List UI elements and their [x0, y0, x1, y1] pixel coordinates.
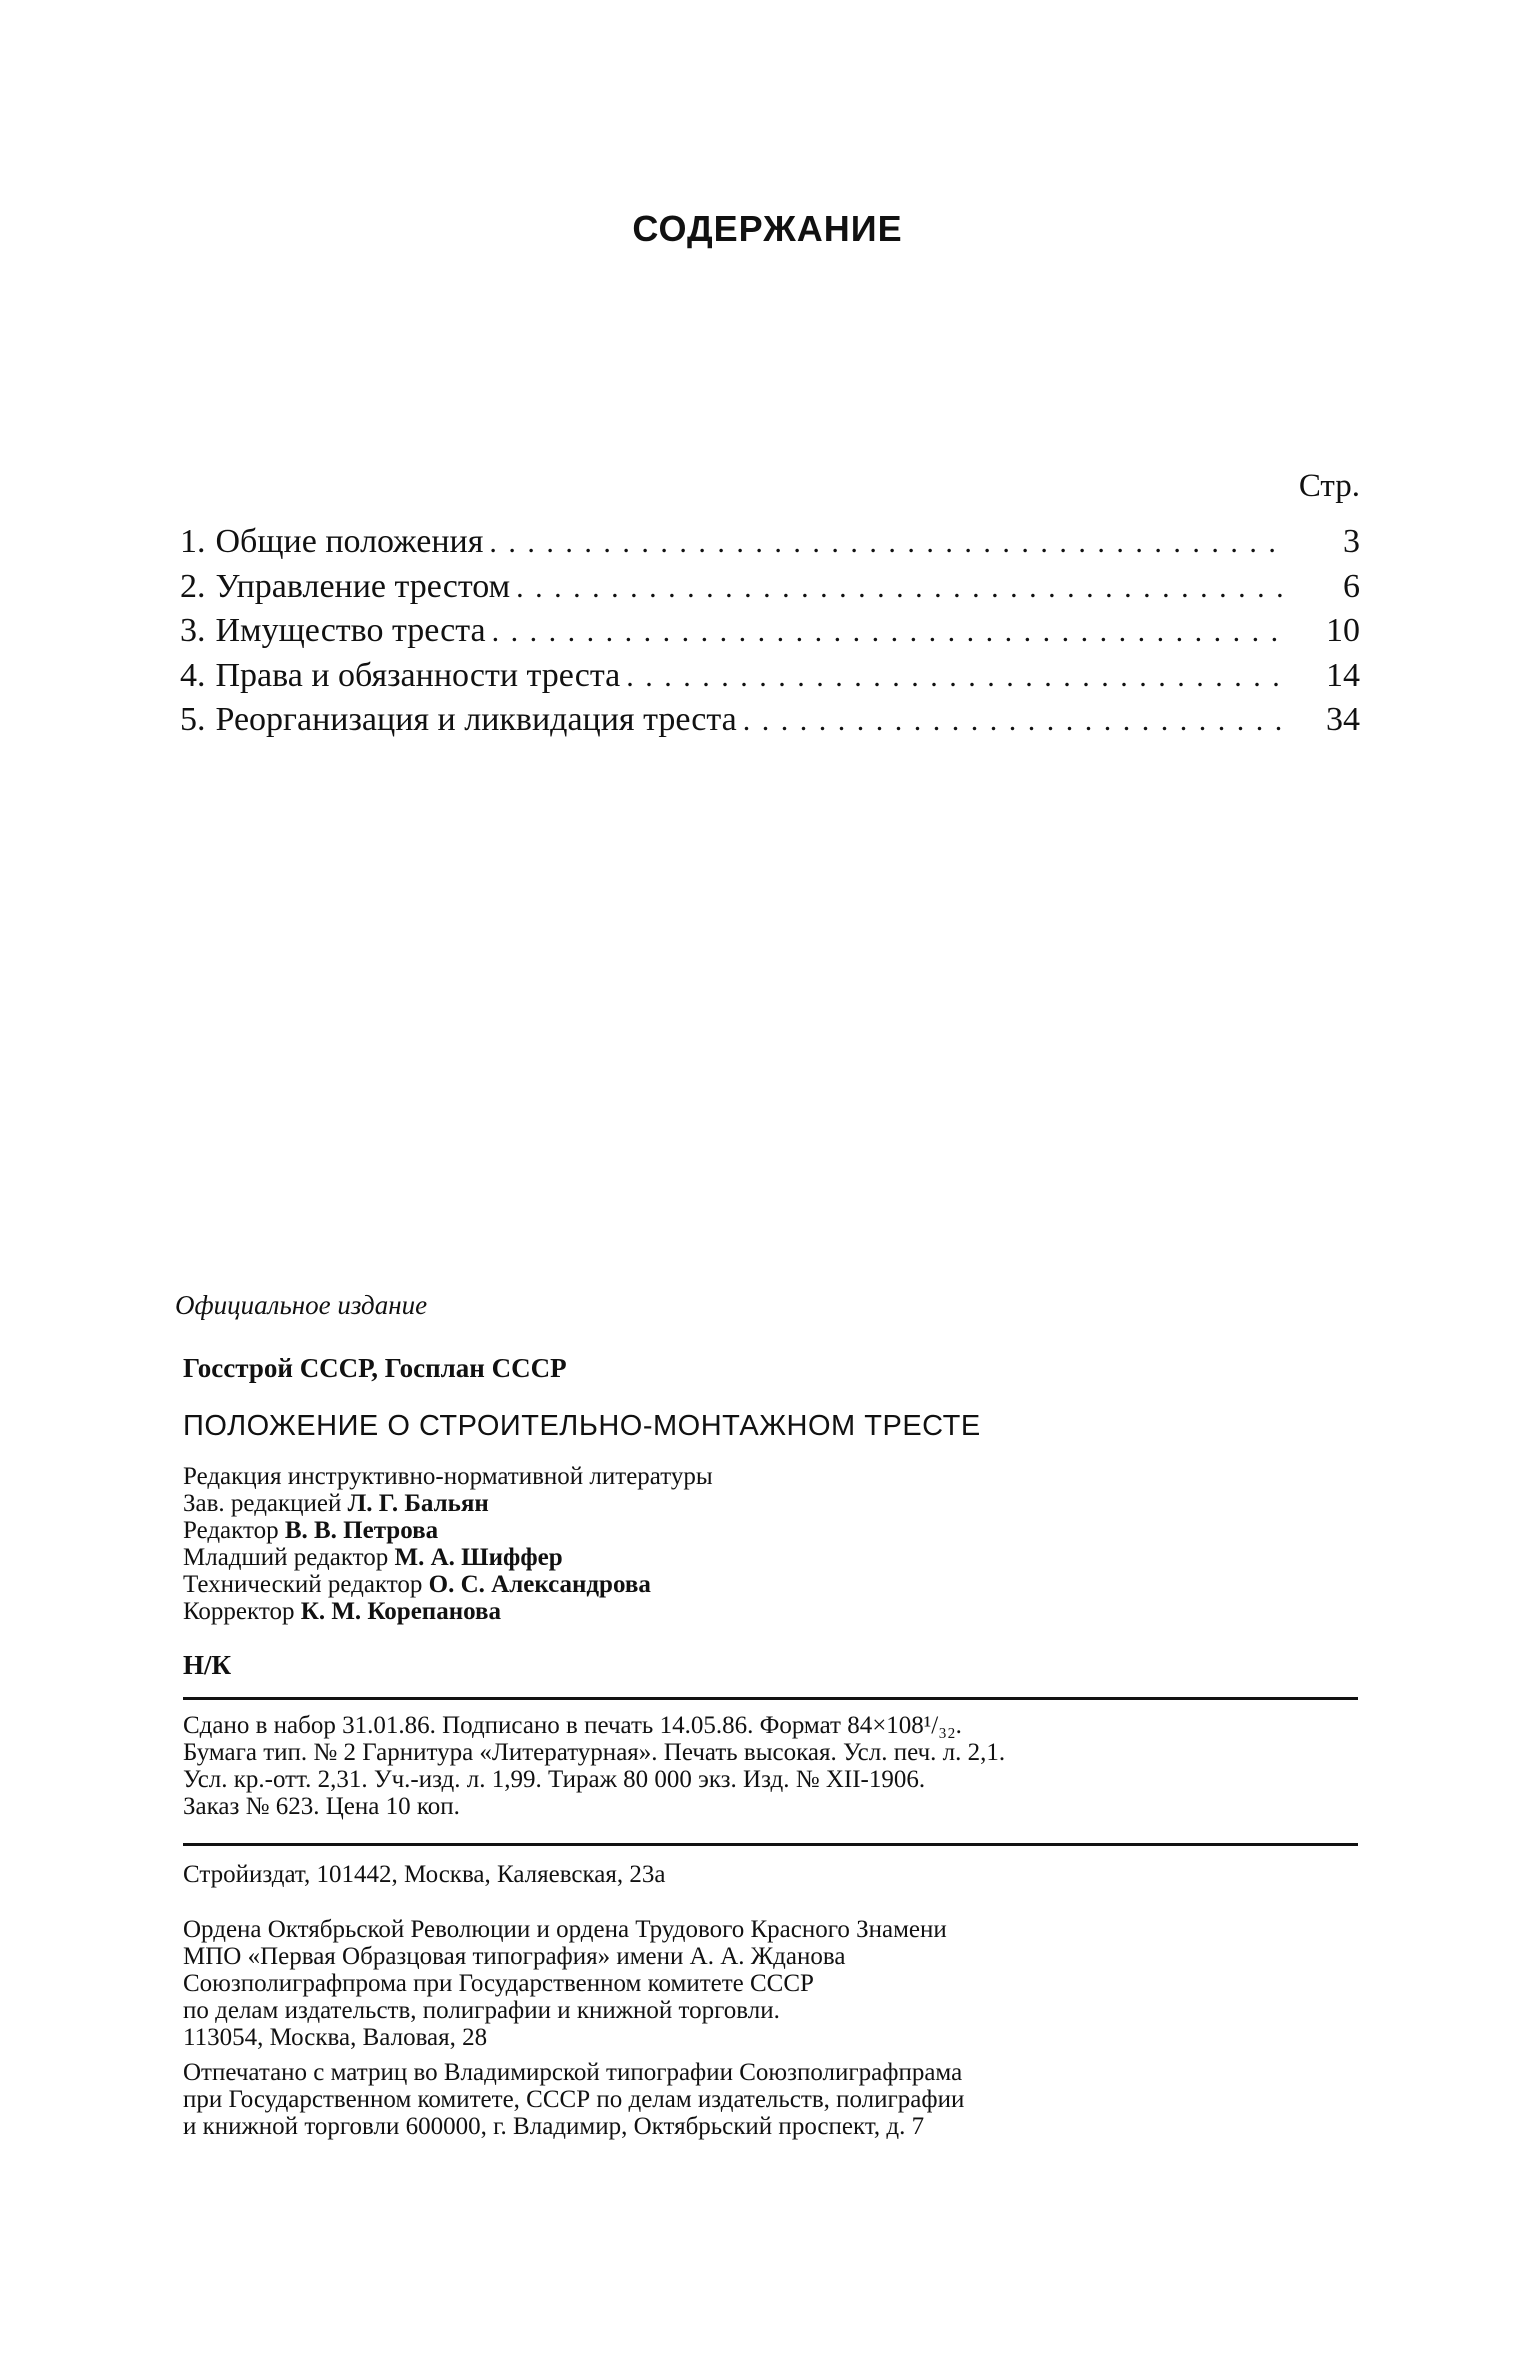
credit-role: Технический редактор	[183, 1571, 423, 1598]
credit-role: Корректор	[183, 1598, 295, 1625]
credit-name: О. С. Александрова	[428, 1571, 651, 1598]
print-spec-line: Бумага тип. № 2 Гарнитура «Литературная». Печать высокая. Усл. печ. л. 2,1.	[183, 1739, 1006, 1766]
toc-item-page: 6	[1343, 567, 1360, 605]
toc-item-number: 4.	[180, 656, 206, 694]
credit-name: К. М. Корепанова	[300, 1598, 501, 1625]
toc-item-number: 2.	[180, 567, 206, 605]
toc-item[interactable]	[180, 565, 1360, 610]
printer-info	[183, 1916, 1358, 2051]
toc-dot-leader	[492, 610, 1286, 654]
toc-item-page: 14	[1326, 656, 1360, 694]
toc-item[interactable]	[180, 698, 1360, 743]
toc-item-number: 5.	[180, 701, 206, 738]
toc-item-number: 1.	[180, 523, 206, 560]
print-spec-line: Усл. кр.-отт. 2,31. Уч.-изд. л. 1,99. Тираж 80 000 экз. Изд. № XII-1906.	[183, 1766, 926, 1793]
toc-dot-leader	[626, 655, 1286, 699]
toc-item-page: 34	[1326, 701, 1360, 738]
editorial-credits	[183, 1463, 1358, 1625]
credit-line	[183, 1598, 1358, 1625]
toc-item[interactable]	[180, 520, 1360, 565]
printer-line: МПО «Первая Образцовая типография» имени А. А. Жданова	[183, 1943, 846, 1970]
toc-item[interactable]	[180, 609, 1360, 654]
page-column-label: Стр.	[1298, 468, 1360, 504]
toc-item-title: Права и обязанности треста	[215, 656, 621, 694]
printer-line: 113054, Москва, Валовая, 28	[183, 2024, 488, 2051]
toc-item-page: 3	[1343, 523, 1360, 560]
reprint-line: при Государственном комитете, СССР по делам издательств, полиграфии	[183, 2086, 965, 2113]
credit-line	[183, 1517, 1358, 1544]
credit-name: В. В. Петрова	[284, 1517, 439, 1544]
editorial-office: Редакция инструктивно-нормативной литературы	[183, 1463, 713, 1490]
publishers: Госстрой СССР, Госплан СССР	[183, 1353, 567, 1383]
divider-rule	[183, 1697, 1358, 1700]
toc-item[interactable]	[180, 654, 1360, 699]
print-spec-line: Сдано в набор 31.01.86. Подписано в печать 14.05.86. Формат 84×108¹/₃₂.	[183, 1712, 962, 1739]
divider-rule	[183, 1843, 1358, 1846]
printer-line: Союзполиграфпрома при Государственном комитете СССР	[183, 1970, 814, 1997]
toc-dot-leader	[743, 699, 1286, 743]
printer-line: Ордена Октябрьской Революции и ордена Трудового Красного Знамени	[183, 1916, 947, 1943]
credit-name: Л. Г. Бальян	[347, 1490, 489, 1517]
print-specifications	[183, 1712, 1358, 1820]
reprint-line: и книжной торговли 600000, г. Владимир, Октябрьский проспект, д. 7	[183, 2113, 925, 2140]
publisher-address: Стройиздат, 101442, Москва, Каляевская, 23а	[183, 1861, 666, 1888]
toc-list	[180, 520, 1360, 743]
credit-role: Редактор	[183, 1517, 279, 1544]
nk-mark: Н/К	[183, 1650, 232, 1680]
toc-item-page: 10	[1326, 612, 1360, 649]
reprint-line: Отпечатано с матриц во Владимирской типографии Союзполиграфпрама	[183, 2059, 963, 2086]
credit-line	[183, 1571, 1358, 1598]
credit-line	[183, 1544, 1358, 1571]
toc-item-title: Реорганизация и ликвидация треста	[215, 701, 737, 738]
toc-item-title: Имущество треста	[215, 612, 486, 649]
toc-item-title: Управление трестом	[215, 567, 511, 605]
printer-line: по делам издательств, полиграфии и книжной торговли.	[183, 1997, 780, 2024]
credit-name: М. А. Шиффер	[394, 1544, 563, 1571]
credit-role: Младший редактор	[183, 1544, 389, 1571]
toc-item-title: Общие положения	[215, 523, 484, 560]
reprint-info	[183, 2059, 1358, 2140]
document-title: ПОЛОЖЕНИЕ О СТРОИТЕЛЬНО-МОНТАЖНОМ ТРЕСТЕ	[183, 1410, 981, 1442]
credit-role: Зав. редакцией	[183, 1490, 342, 1517]
toc-dot-leader	[489, 521, 1286, 565]
credit-line	[183, 1490, 1358, 1517]
official-edition-label: Официальное издание	[175, 1290, 428, 1320]
toc-item-number: 3.	[180, 612, 206, 649]
print-spec-line: Заказ № 623. Цена 10 коп.	[183, 1793, 460, 1820]
toc-dot-leader	[516, 566, 1286, 610]
toc-heading: СОДЕРЖАНИЕ	[632, 208, 903, 249]
